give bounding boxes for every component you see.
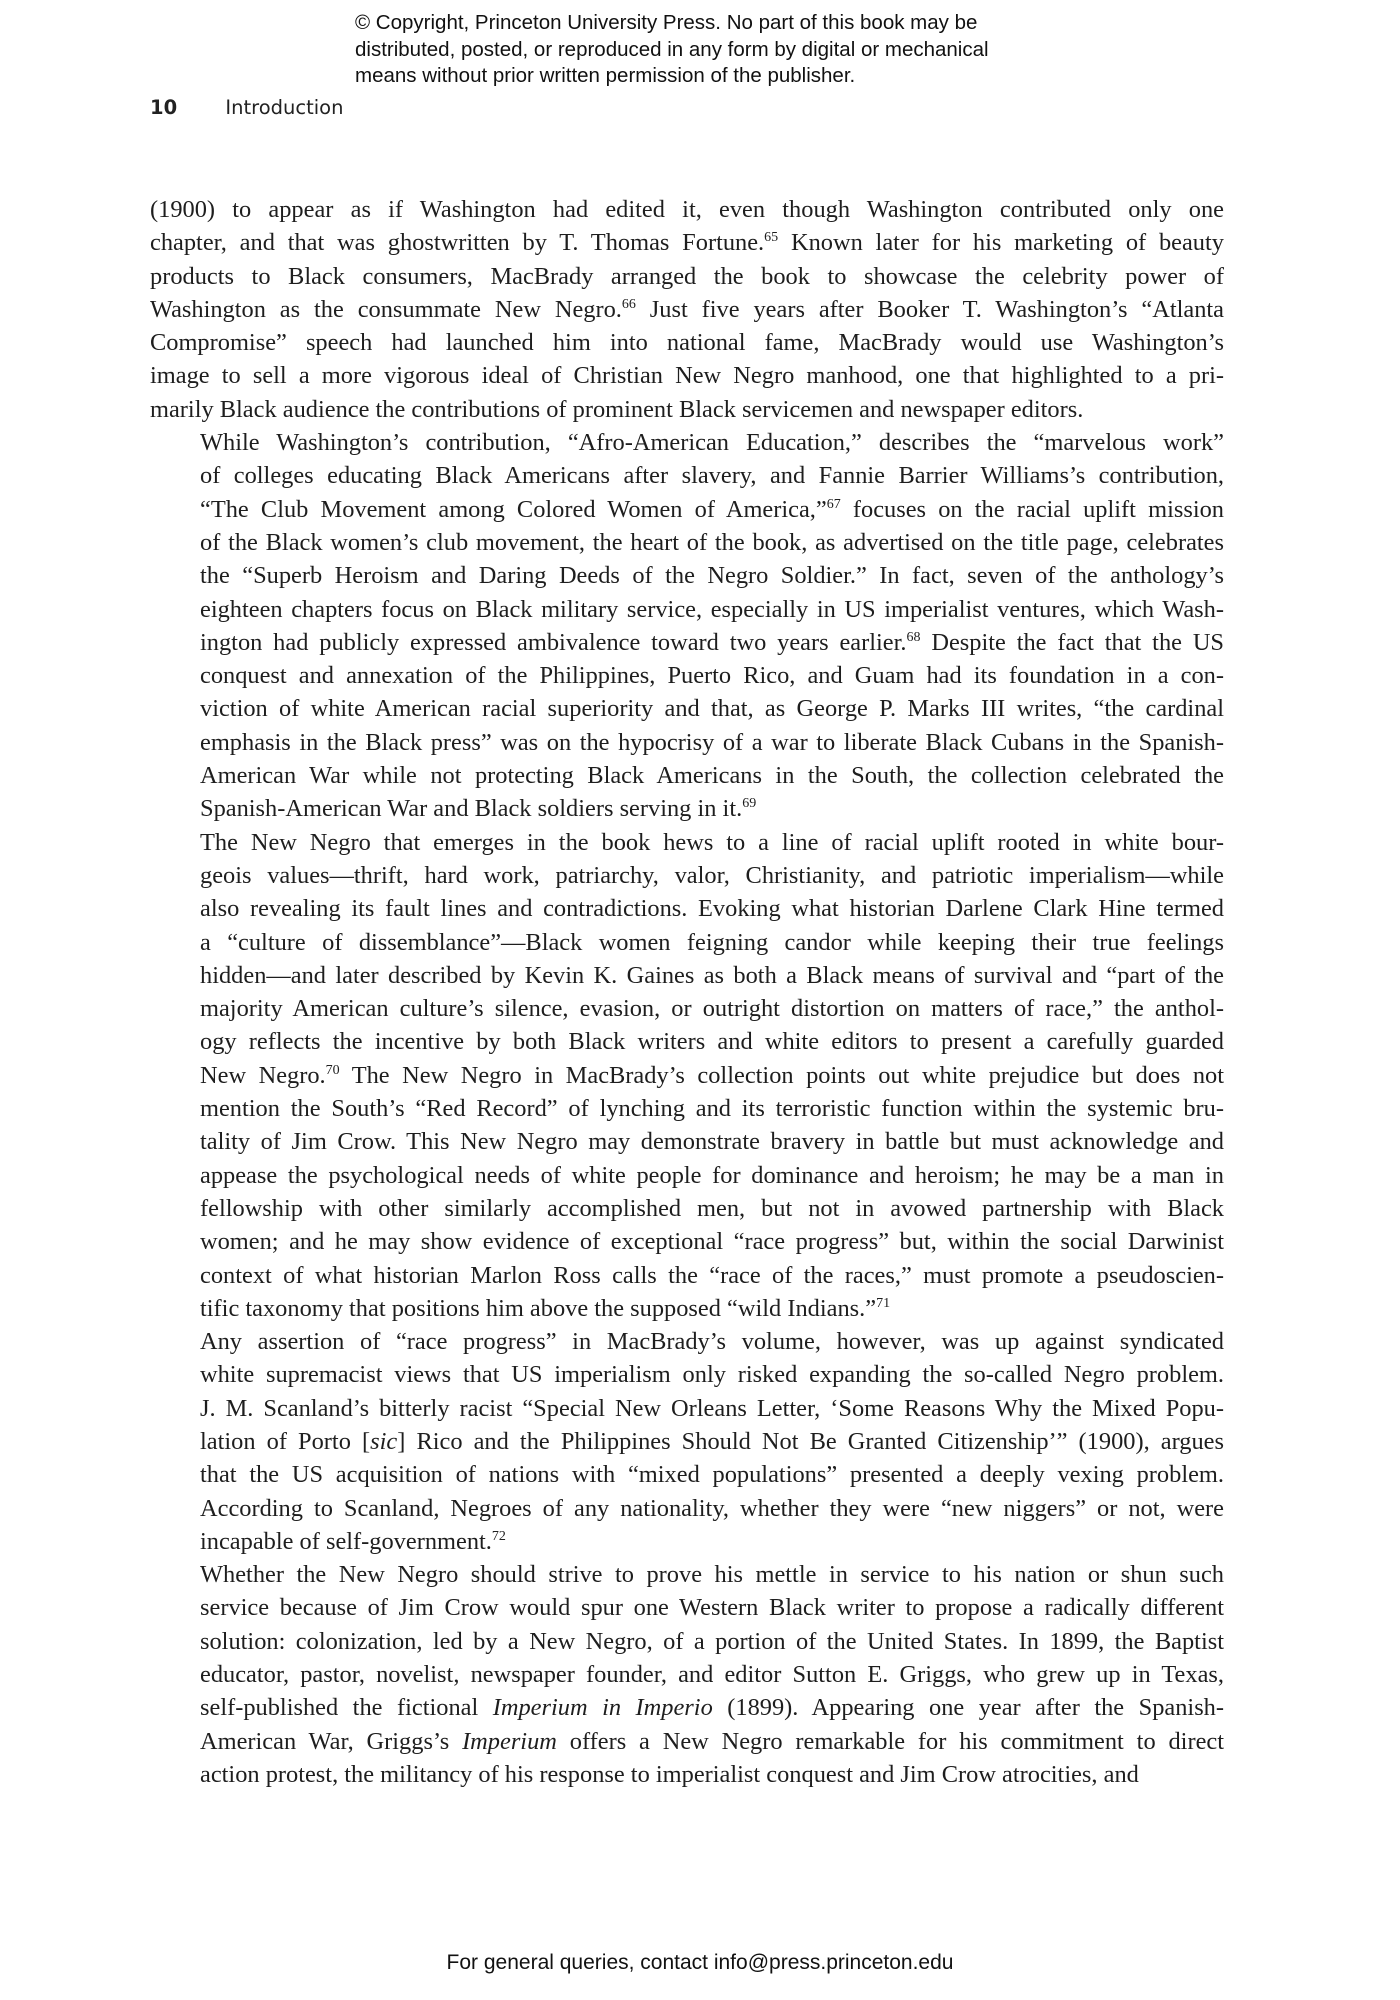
text-line: the “Superb Heroism and Daring Deeds of the Negro Soldier.” In fact, seven of the anthology’s <box>200 562 1224 590</box>
footnote-ref: 69 <box>742 796 757 812</box>
copyright-line: distributed, posted, or reproduced in any form by digital or mechanical <box>355 37 989 61</box>
text-line: fellowship with other similarly accomplished men, but not in avowed partnership with Black <box>200 1194 1224 1222</box>
copyright-line: © Copyright, Princeton University Press. No part of this book may be <box>355 11 978 34</box>
text-line: tific taxonomy that positions him above the supposed “wild Indians.”$^{71}$ <box>200 1294 891 1322</box>
text-line: of the Black women’s club movement, the heart of the book, as advertised on the title page, celebrates <box>200 528 1224 556</box>
text-line: conquest and annexation of the Philippines, Puerto Rico, and Guam had its foundation in a con- <box>200 662 1224 690</box>
text-line: ogy reflects the incentive by both Black writers and white editors to present a carefully guarded <box>200 1028 1224 1056</box>
text-line: viction of white American racial superiority and that, as George P. Marks III writes, “the cardinal <box>200 695 1224 723</box>
paragraph <box>150 193 1224 426</box>
text-line: mention the South’s “Red Record” of lynching and its terroristic function within the systemic bru- <box>200 1095 1224 1123</box>
text-line: Any assertion of “race progress” in MacBrady’s volume, however, was up against syndicated <box>200 1328 1224 1356</box>
text-line: solution: colonization, led by a New Negro, of a portion of the United States. In 1899, the Baptist <box>200 1627 1224 1655</box>
italic-text: Imperium in Imperio <box>492 1694 713 1722</box>
text-line: that the US acquisition of nations with “mixed populations” presented a deeply vexing problem. <box>200 1461 1224 1489</box>
italic-text: Imperium <box>462 1727 557 1755</box>
text-line: (1900) to appear as if Washington had edited it, even though Washington contributed only one <box>150 196 1224 223</box>
text-line: The New Negro that emerges in the book hews to a line of racial uplift rooted in white bour- <box>200 828 1224 856</box>
text-line: American War, Griggs’s Imperium offers a New Negro remarkable for his commitment to direct <box>200 1727 1225 1755</box>
running-head <box>150 96 343 119</box>
text-line: lation of Porto [sic] Rico and the Philippines Should Not Be Granted Citizenship’” (1900), argues <box>200 1427 1224 1455</box>
text-line: also revealing its fault lines and contradictions. Evoking what historian Darlene Clark Hine termed <box>200 895 1224 923</box>
text-line: incapable of self-government.$^{72}$ <box>200 1527 506 1555</box>
copyright-notice <box>355 10 1075 90</box>
text-line: hidden—and later described by Kevin K. Gaines as both a Black means of survival and “part of the <box>200 961 1224 989</box>
text-line: appease the psychological needs of white people for dominance and heroism; he may be a man in <box>200 1161 1224 1189</box>
footnote-ref: 67 <box>826 496 841 512</box>
footer-contact: For general queries, contact info@press.princeton.edu <box>446 1951 954 1974</box>
text-line: eighteen chapters focus on Black military service, especially in US imperialist ventures, which Wash- <box>200 595 1224 623</box>
text-line: educator, pastor, novelist, newspaper founder, and editor Sutton E. Griggs, who grew up in Texas, <box>200 1661 1224 1689</box>
italic-text: sic <box>370 1427 398 1455</box>
text-line: Washington as the consummate New Negro.$^{66}$ Just five years after Booker T. Washington’s “Atlanta <box>150 295 1224 323</box>
text-line: majority American culture’s silence, evasion, or outright distortion on matters of race,” the anthol- <box>200 995 1224 1023</box>
text-line: emphasis in the Black press” was on the hypocrisy of a war to liberate Black Cubans in the Spanish- <box>200 728 1224 756</box>
footnote-ref: 72 <box>491 1528 506 1544</box>
body-text <box>150 193 1224 1791</box>
text-line: a “culture of dissemblance”—Black women feigning candor while keeping their true feelings <box>200 928 1224 956</box>
page-number: 10 <box>150 96 178 119</box>
text-line: New Negro.$^{70}$ The New Negro in MacBrady’s collection points out white prejudice but does not <box>200 1061 1224 1089</box>
text-line: self-published the fictional Imperium in Imperio (1899). Appearing one year after the Spanish- <box>200 1694 1224 1722</box>
footnote-ref: 65 <box>764 230 779 246</box>
text-line: ington had publicly expressed ambivalence toward two years earlier.$^{68}$ Despite the fact that the US <box>200 628 1224 656</box>
text-line: service because of Jim Crow would spur one Western Black writer to propose a radically different <box>200 1594 1224 1622</box>
footnote-ref: 70 <box>325 1062 340 1078</box>
text-line: Compromise” speech had launched him into national fame, MacBrady would use Washington’s <box>150 329 1224 357</box>
footnote-ref: 66 <box>621 296 636 312</box>
text-line: women; and he may show evidence of exceptional “race progress” but, within the social Darwinist <box>200 1228 1224 1256</box>
text-line: While Washington’s contribution, “Afro-American Education,” describes the “marvelous work” <box>200 429 1224 457</box>
text-line: white supremacist views that US imperialism only risked expanding the so-called Negro problem. <box>200 1361 1224 1389</box>
paragraph <box>150 426 1224 826</box>
footnote-ref: 68 <box>906 629 921 645</box>
text-line: products to Black consumers, MacBrady arranged the book to showcase the celebrity power of <box>150 262 1224 290</box>
text-line: geois values—thrift, hard work, patriarchy, valor, Christianity, and patriotic imperialism—while <box>200 861 1224 889</box>
text-line: Spanish-American War and Black soldiers serving in it.$^{69}$ <box>200 795 757 823</box>
text-line: action protest, the militancy of his response to imperialist conquest and Jim Crow atrocities, and <box>200 1760 1139 1788</box>
text-line: image to sell a more vigorous ideal of Christian New Negro manhood, one that highlighted to a pri- <box>150 362 1224 390</box>
paragraph <box>150 1558 1224 1791</box>
text-line: marily Black audience the contributions of prominent Black servicemen and newspaper editors. <box>150 395 1084 423</box>
text-line: context of what historian Marlon Ross calls the “race of the races,” must promote a pseudoscien- <box>200 1261 1224 1289</box>
text-line: According to Scanland, Negroes of any nationality, whether they were “new niggers” or not, were <box>200 1494 1224 1522</box>
text-line: J. M. Scanland’s bitterly racist “Special New Orleans Letter, ‘Some Reasons Why the Mixed Popu- <box>200 1394 1224 1422</box>
text-line: Whether the New Negro should strive to prove his mettle in service to his nation or shun such <box>200 1561 1224 1589</box>
paragraph <box>150 1325 1224 1558</box>
section-title: Introduction <box>225 96 344 119</box>
text-line: chapter, and that was ghostwritten by T. Thomas Fortune.$^{65}$ Known later for his marketing of beauty <box>150 229 1224 257</box>
text-line: American War while not protecting Black Americans in the South, the collection celebrated the <box>200 762 1224 790</box>
paragraph <box>150 826 1224 1325</box>
text-line: tality of Jim Crow. This New Negro may demonstrate bravery in battle but must acknowledge and <box>200 1128 1224 1156</box>
footnote-ref: 71 <box>876 1295 891 1311</box>
copyright-line: means without prior written permission of the publisher. <box>355 64 856 87</box>
text-line: of colleges educating Black Americans after slavery, and Fannie Barrier Williams’s contribution, <box>200 462 1224 490</box>
text-line: “The Club Movement among Colored Women of America,”$^{67}$ focuses on the racial uplift mission <box>200 495 1224 523</box>
